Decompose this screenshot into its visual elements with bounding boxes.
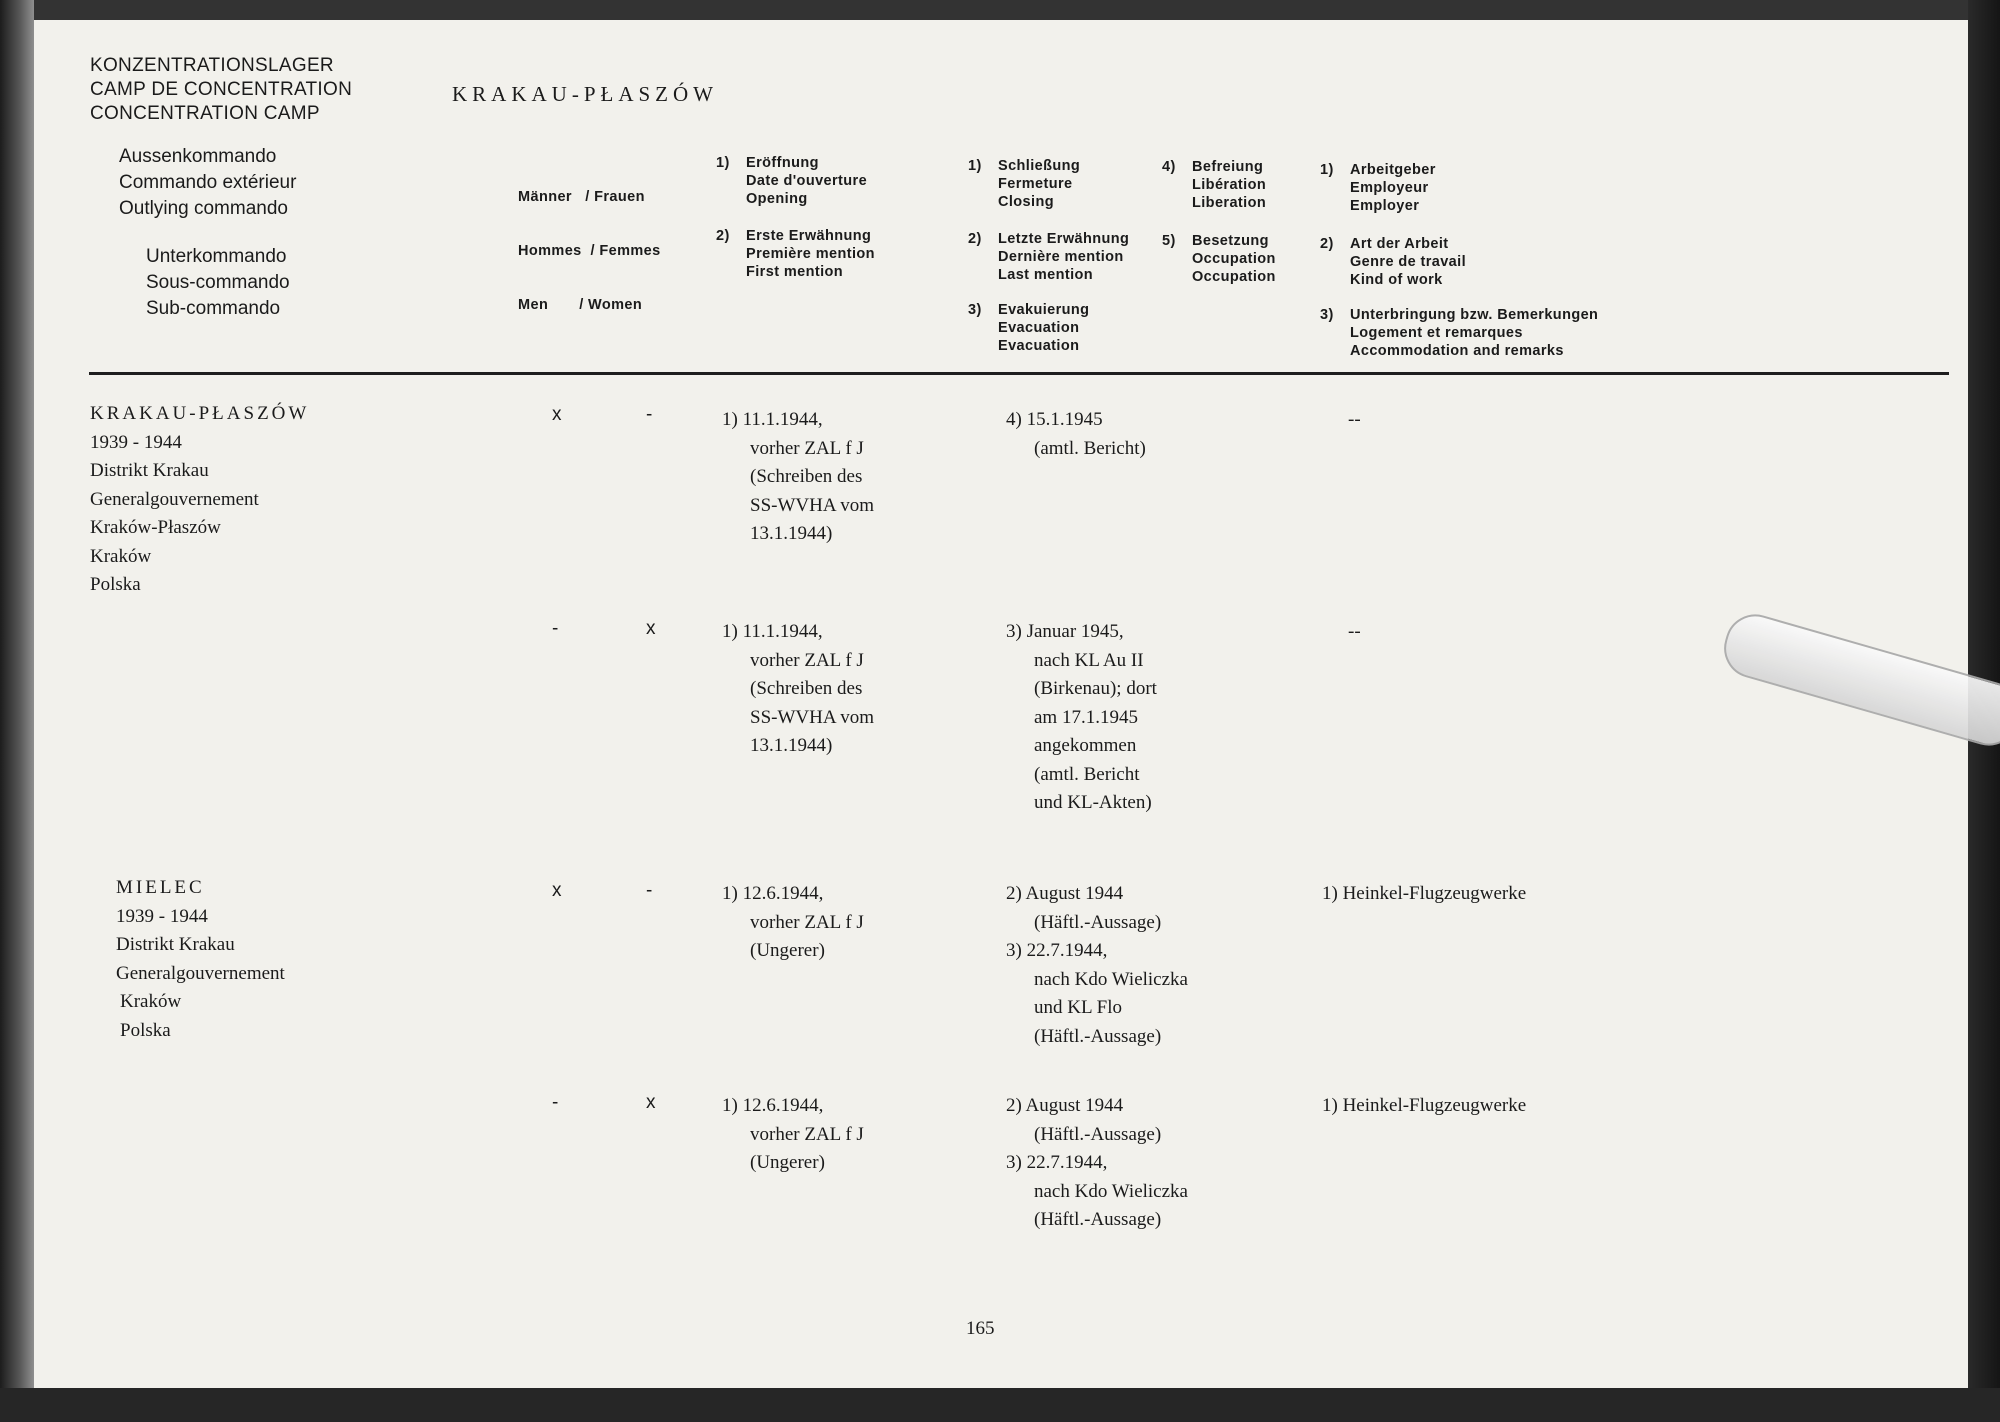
men-mark: - [552, 618, 559, 639]
opening-line: (Ungerer) [750, 940, 825, 961]
legend-liberation [1162, 158, 1266, 212]
opening-line: (Ungerer) [750, 1152, 825, 1173]
closing-line: 2) August 1944 [1006, 1095, 1124, 1116]
place-local-name: Kraków-Płaszów [90, 517, 221, 538]
legend-opening-fr: Date d'ouverture [746, 173, 868, 189]
scan-top-edge [0, 0, 2000, 22]
opening-line: (Schreiben des [750, 678, 863, 699]
legend-accommodation-de: Unterbringung bzw. Bemerkungen [1350, 307, 1599, 323]
closing-line: 3) Januar 1945, [1006, 621, 1124, 642]
legend-num: 3) [1320, 307, 1334, 323]
closing-line: (Birkenau); dort [1034, 678, 1157, 699]
closing-line: nach KL Au II [1034, 649, 1144, 671]
camp-type-de: KONZENTRATIONSLAGER [90, 55, 334, 76]
entry-krakau-women-remarks: -- [1348, 621, 1361, 642]
place-years: 1939 - 1944 [90, 431, 182, 453]
place-name: KRAKAU-PŁASZÓW [90, 403, 310, 424]
legend-num: 1) [968, 158, 982, 174]
legend-evacuation-en: Evacuation [998, 338, 1080, 354]
opening-line: 1) 12.6.1944, [722, 883, 824, 904]
legend-first-mention-en: First mention [746, 264, 844, 280]
closing-line: nach Kdo Wieliczka [1034, 968, 1188, 990]
page-number: 165 [966, 1318, 995, 1339]
sub-de: Unterkommando [146, 246, 287, 267]
opening-line: 13.1.1944) [750, 523, 833, 544]
outlying-de: Aussenkommando [119, 146, 277, 167]
place-country: Polska [120, 1019, 171, 1041]
legend-num: 3) [968, 302, 982, 318]
legend-work-en: Kind of work [1350, 272, 1443, 288]
entry-krakau-remarks: -- [1348, 409, 1361, 430]
legend-opening [716, 154, 867, 208]
entry-mielec-women-opening [722, 1092, 864, 1178]
men-mark: - [552, 1092, 559, 1113]
closing-line: nach Kdo Wieliczka [1034, 1180, 1188, 1202]
entry-mielec-remarks: 1) Heinkel-Flugzeugwerke [1322, 883, 1527, 904]
closing-line: 4) 15.1.1945 [1006, 409, 1103, 430]
legend-employer [1320, 161, 1436, 215]
legend-evacuation [968, 301, 1089, 355]
entry-krakau-women-closing [1006, 618, 1157, 818]
women-mark: - [646, 404, 653, 425]
legend-gender-de: Männer / Frauen [518, 189, 645, 205]
closing-line: am 17.1.1945 [1034, 706, 1138, 728]
opening-line: 13.1.1944) [750, 735, 833, 756]
entry-krakau-opening [722, 406, 874, 549]
camp-type-heading [90, 54, 352, 126]
legend-num: 5) [1162, 233, 1176, 249]
legend-employer-fr: Employeur [1350, 180, 1429, 196]
place-district: Distrikt Krakau [90, 460, 209, 481]
closing-line: (amtl. Bericht [1034, 763, 1140, 785]
book-gutter [0, 0, 34, 1422]
opening-line: vorher ZAL f J [750, 437, 864, 459]
opening-line: vorher ZAL f J [750, 911, 864, 933]
closing-line: (Häftl.-Aussage) [1034, 911, 1162, 933]
closing-line: und KL Flo [1034, 997, 1122, 1018]
legend-closing-de: Schließung [998, 158, 1081, 174]
sub-fr: Sous-commando [146, 272, 290, 293]
legend-gender-fr: Hommes / Femmes [518, 243, 661, 259]
camp-type-fr: CAMP DE CONCENTRATION [90, 79, 353, 100]
camp-name-title: KRAKAU-PŁASZÓW [452, 82, 718, 106]
legend-closing [968, 157, 1080, 211]
place-district: Distrikt Krakau [116, 934, 235, 955]
entry-mielec-women-remarks: 1) Heinkel-Flugzeugwerke [1322, 1095, 1527, 1116]
women-mark: - [646, 880, 653, 901]
entry-mielec-women-closing [1006, 1092, 1188, 1235]
entry-krakau-place [90, 400, 309, 600]
legend-num: 2) [716, 228, 730, 244]
opening-line: SS-WVHA vom [750, 494, 875, 516]
opening-line: vorher ZAL f J [750, 649, 864, 671]
opening-line: vorher ZAL f J [750, 1123, 864, 1145]
closing-line: (Häftl.-Aussage) [1034, 1025, 1162, 1047]
legend-evacuation-de: Evakuierung [998, 302, 1090, 318]
place-country: Polska [90, 574, 141, 595]
closing-line: 3) 22.7.1944, [1006, 1152, 1108, 1173]
legend-work-fr: Genre de travail [1350, 254, 1467, 270]
closing-line: (Häftl.-Aussage) [1034, 1209, 1162, 1230]
legend-last-mention-fr: Dernière mention [998, 249, 1124, 265]
closing-line: (Häftl.-Aussage) [1034, 1123, 1162, 1145]
entry-mielec-closing [1006, 880, 1188, 1051]
legend-num: 1) [1320, 162, 1334, 178]
legend-accommodation-en: Accommodation and remarks [1350, 343, 1564, 359]
sub-en: Sub-commando [146, 298, 281, 319]
legend-employer-en: Employer [1350, 198, 1420, 214]
legend-last-mention-en: Last mention [998, 267, 1094, 283]
men-mark: x [552, 880, 562, 901]
legend-closing-fr: Fermeture [998, 176, 1073, 192]
place-years: 1939 - 1944 [116, 905, 208, 927]
legend-work-de: Art der Arbeit [1350, 236, 1449, 252]
legend-accommodation [1320, 306, 1598, 360]
place-city: Kraków [90, 545, 152, 567]
legend-liberation-fr: Libération [1192, 177, 1267, 193]
legend-closing-en: Closing [998, 194, 1054, 210]
legend-occupation-fr: Occupation [1192, 251, 1276, 267]
opening-line: (Schreiben des [750, 466, 863, 487]
book-page [34, 20, 1968, 1388]
legend-occupation-en: Occupation [1192, 269, 1276, 285]
place-name: MIELEC [116, 877, 205, 898]
sub-commando-heading [146, 244, 290, 322]
header-rule [89, 372, 1949, 375]
legend-evacuation-fr: Evacuation [998, 320, 1080, 336]
closing-line: 3) 22.7.1944, [1006, 940, 1108, 961]
legend-num: 4) [1162, 159, 1176, 175]
legend-gender-en: Men / Women [518, 297, 643, 313]
outlying-en: Outlying commando [119, 198, 288, 219]
legend-accommodation-fr: Logement et remarques [1350, 325, 1523, 341]
legend-employer-de: Arbeitgeber [1350, 162, 1436, 178]
legend-first-mention [716, 227, 875, 281]
legend-num: 2) [968, 231, 982, 247]
men-mark: x [552, 404, 562, 425]
place-city: Kraków [120, 991, 182, 1012]
legend-first-mention-fr: Première mention [746, 246, 875, 262]
closing-line: 2) August 1944 [1006, 883, 1124, 904]
closing-line: (amtl. Bericht) [1034, 437, 1146, 459]
place-region: Generalgouvernement [90, 488, 259, 510]
camp-type-en: CONCENTRATION CAMP [90, 103, 320, 124]
legend-last-mention-de: Letzte Erwähnung [998, 231, 1130, 247]
legend-occupation-de: Besetzung [1192, 233, 1269, 249]
closing-line: und KL-Akten) [1034, 792, 1152, 813]
women-mark: x [646, 1092, 656, 1113]
place-region: Generalgouvernement [116, 962, 285, 984]
legend-liberation-en: Liberation [1192, 195, 1267, 211]
entry-mielec-opening [722, 880, 864, 966]
legend-work [1320, 235, 1466, 289]
opening-line: 1) 11.1.1944, [722, 621, 823, 642]
entry-mielec-place [116, 874, 285, 1045]
opening-line: 1) 12.6.1944, [722, 1095, 824, 1116]
outlying-fr: Commando extérieur [119, 172, 297, 193]
legend-opening-en: Opening [746, 191, 808, 207]
legend-num: 2) [1320, 236, 1334, 252]
outlying-commando-heading [119, 144, 296, 222]
legend-liberation-de: Befreiung [1192, 159, 1264, 175]
entry-krakau-closing [1006, 406, 1146, 463]
entry-krakau-women-opening [722, 618, 874, 761]
opening-line: SS-WVHA vom [750, 706, 875, 728]
opening-line: 1) 11.1.1944, [722, 409, 823, 430]
legend-last-mention [968, 230, 1129, 284]
closing-line: angekommen [1034, 735, 1137, 756]
legend-first-mention-de: Erste Erwähnung [746, 228, 872, 244]
legend-gender [518, 152, 661, 350]
women-mark: x [646, 618, 656, 639]
scan-bottom-edge [0, 1388, 2000, 1422]
legend-num: 1) [716, 155, 730, 171]
legend-opening-de: Eröffnung [746, 155, 819, 171]
legend-occupation [1162, 232, 1276, 286]
